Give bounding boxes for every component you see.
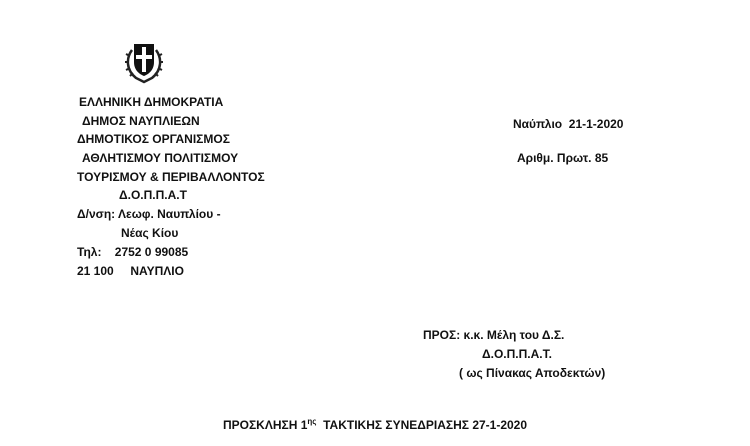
header-line-sports-culture: ΑΘΛΗΤΙΣΜΟΥ ΠΟΛΙΤΙΣΜΟΥ bbox=[82, 151, 239, 165]
header-line-address: Δ/νση: Λεωφ. Ναυπλίου - bbox=[77, 207, 221, 221]
invitation-title bbox=[0, 418, 750, 432]
header-line-postcode-city: 21 100 ΝΑΥΠΛΙΟ bbox=[77, 264, 184, 278]
recipients-note: ( ως Πίνακας Αποδεκτών) bbox=[459, 366, 606, 380]
invitation-title-suffix: ΤΑΚΤΙΚΗΣ ΣΥΝΕΔΡΙΑΣΗΣ 27-1-2020 bbox=[316, 418, 528, 432]
greek-coat-of-arms-icon bbox=[124, 40, 164, 84]
recipients-line: ΠΡΟΣ: κ.κ. Μέλη του Δ.Σ. bbox=[423, 328, 565, 342]
invitation-title-prefix: ΠΡΟΣΚΛΗΣΗ 1 bbox=[222, 418, 308, 432]
header-line-republic: ΕΛΛΗΝΙΚΗ ΔΗΜΟΚΡΑΤΙΑ bbox=[79, 95, 224, 109]
header-line-address-area: Νέας Κίου bbox=[121, 226, 179, 240]
header-line-tourism-environment: ΤΟΥΡΙΣΜΟΥ & ΠΕΡΙΒΑΛΛΟΝΤΟΣ bbox=[77, 170, 265, 184]
header-line-organization: ΔΗΜΟΤΙΚΟΣ ΟΡΓΑΝΙΣΜΟΣ bbox=[77, 132, 230, 146]
header-line-municipality: ΔΗΜΟΣ ΝΑΥΠΛΙΕΩΝ bbox=[82, 114, 200, 128]
header-line-phone: Τηλ: 2752 0 99085 bbox=[77, 245, 189, 259]
recipients-organization: Δ.Ο.Π.Π.Α.Τ. bbox=[482, 347, 552, 361]
protocol-number: Αριθμ. Πρωτ. 85 bbox=[517, 151, 609, 165]
header-line-acronym: Δ.Ο.Π.Π.Α.Τ bbox=[119, 188, 187, 202]
invitation-title-ordinal: ης bbox=[307, 417, 317, 426]
document-date: Ναύπλιο 21-1-2020 bbox=[513, 117, 624, 131]
